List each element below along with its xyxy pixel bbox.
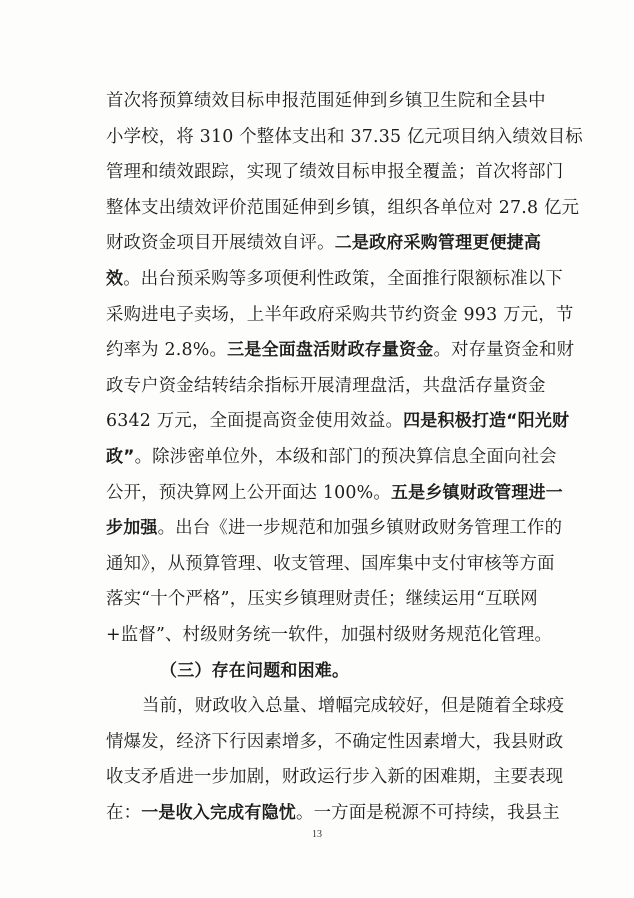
text-run: 公开，预决算网上公开面达 100%。 <box>106 482 391 503</box>
text-run: 采购进电子卖场，上半年政府采购共节约资金 993 万元，节 <box>106 304 574 325</box>
text-line <box>106 226 542 262</box>
text-run: 收支矛盾进一步加剧，财政运行步入新的困难期，主要表现 <box>106 767 564 788</box>
text-run: 。出台预采购等多项便利性政策，全面推行限额标准以下 <box>123 268 563 289</box>
text-line <box>106 155 564 191</box>
text-line <box>106 120 583 156</box>
text-line <box>106 582 538 618</box>
text-run: 。对存量资金和财 <box>433 340 575 361</box>
bold-phrase: 五是乡镇财政管理进一 <box>390 482 563 503</box>
text-line <box>106 511 563 547</box>
text-run: 。除涉密单位外，本级和部门的预决算信息全面向社会 <box>134 446 557 467</box>
body-text <box>106 84 583 831</box>
text-line <box>106 298 574 334</box>
text-run: 。一方面是税源不可持续，我县主 <box>296 802 560 823</box>
text-line <box>106 547 555 583</box>
text-run: 在： <box>106 802 142 823</box>
text-line <box>106 333 575 369</box>
text-run: +监督”、村级财务统一软件，加强村级财务规范化管理。 <box>106 624 553 645</box>
bold-phrase: 二是政府采购管理更便捷高 <box>334 233 542 254</box>
text-run: 当前，财政收入总量、增幅完成较好，但是随着全球疫 <box>142 696 565 717</box>
text-run: 整体支出绩效评价范围延伸到乡镇，组织各单位对 27.8 亿元 <box>106 197 580 218</box>
bold-phrase: 一是收入完成有隐忧 <box>141 802 296 823</box>
text-line <box>106 440 557 476</box>
text-line <box>106 725 564 761</box>
page-number: 13 <box>312 829 322 840</box>
section-heading-text: （三）存在问题和困难。 <box>160 660 350 681</box>
text-run: 管理和绩效跟踪，实现了绩效目标申报全覆盖；首次将部门 <box>106 162 564 183</box>
text-line <box>106 262 563 298</box>
text-run: 政专户资金结转结余指标开展清理盘活，共盘活存量资金 <box>106 375 546 396</box>
text-run: 首次将预算绩效目标申报范围延伸到乡镇卫生院和全县中 <box>106 91 546 111</box>
bold-phrase: 四是积极打造“阳光财 <box>403 411 570 432</box>
text-line <box>106 760 564 796</box>
text-line <box>106 618 553 654</box>
text-run: 小学校，将 310 个整体支出和 37.35 亿元项目纳入绩效目标 <box>106 126 583 147</box>
text-run: 情爆发，经济下行因素增多，不确定性因素增大，我县财政 <box>106 731 564 752</box>
text-line <box>106 191 580 227</box>
bold-phrase: 步加强 <box>106 518 158 539</box>
text-line <box>106 404 570 440</box>
text-run: 约率为 2.8%。 <box>106 340 228 361</box>
text-run: 通知》，从预算管理、收支管理、国库集中支付审核等方面 <box>106 553 555 574</box>
bold-phrase: 政” <box>106 446 135 467</box>
section-heading <box>106 654 531 690</box>
text-run: 财政资金项目开展绩效自评。 <box>106 233 335 254</box>
text-line <box>106 796 560 832</box>
text-line <box>106 476 563 512</box>
text-run: 。出台《进一步规范和加强乡镇财政财务管理工作的 <box>157 518 563 539</box>
text-run: 落实“十个严格”，压实乡镇理财责任；继续运用“互联网 <box>106 589 538 610</box>
text-line <box>106 369 546 405</box>
bold-phrase: 三是全面盘活财政存量资金 <box>227 340 434 361</box>
text-run: 6342 万元，全面提高资金使用效益。 <box>106 411 404 432</box>
text-line <box>106 84 546 120</box>
text-line <box>106 689 565 725</box>
bold-phrase: 效 <box>106 268 124 289</box>
